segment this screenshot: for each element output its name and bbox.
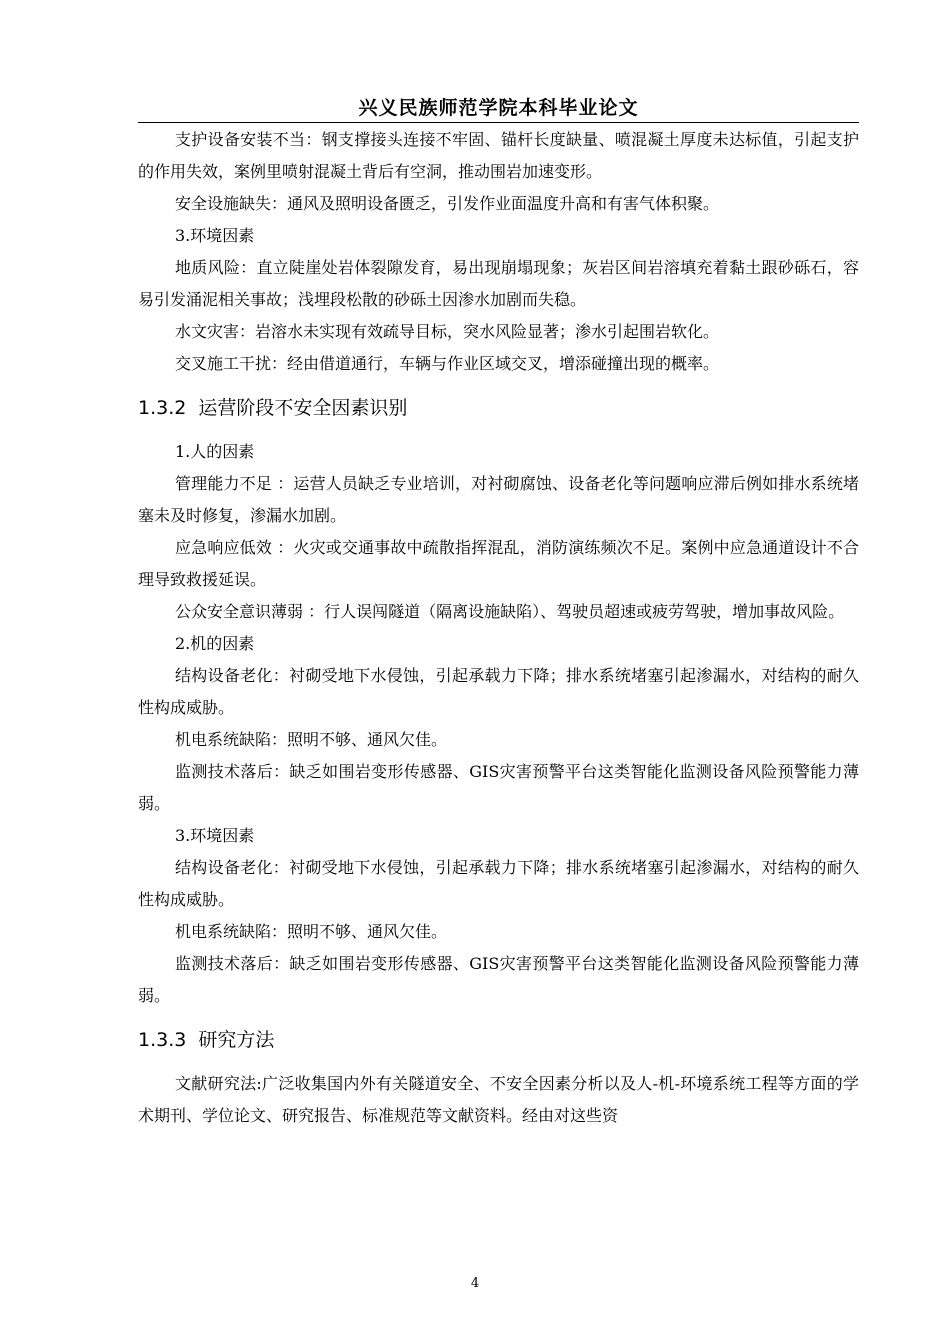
list-heading: 3.环境因素: [175, 226, 255, 245]
paragraph: 机电系统缺陷：照明不够、通风欠佳。: [175, 922, 448, 941]
section-title: 研究方法: [198, 1029, 275, 1051]
page-header-title: 兴义民族师范学院本科毕业论文: [358, 97, 639, 119]
list-heading: 2.机的因素: [175, 634, 255, 653]
paragraph: 应急响应低效 ：火灾或交通事故中疏散指挥混乱，消防演练频次不足。案例中应急通道设计不合理导致救援延误。: [138, 538, 859, 589]
paragraph: 支护设备安装不当：钢支撑接头连接不牢固、锚杆长度缺量、喷混凝土厚度未达标值，引起支护的作用失效，案例里喷射混凝土背后有空洞，推动围岩加速变形。: [138, 130, 859, 181]
paragraph: 公众安全意识薄弱 ：行人误闯隧道（隔离设施缺陷）、驾驶员超速或疲劳驾驶，增加事故风险。: [175, 602, 845, 621]
paragraph: 监测技术落后：缺乏如围岩变形传感器、GIS灾害预警平台这类智能化监测设备风险预警能力薄弱。: [138, 762, 859, 813]
header-divider: [138, 122, 859, 123]
paragraph: 管理能力不足 ：运营人员缺乏专业培训，对衬砌腐蚀、设备老化等问题响应滞后例如排水系统堵塞未及时修复，渗漏水加剧。: [138, 474, 859, 525]
list-heading: 1.人的因素: [175, 442, 255, 461]
section-heading-1-3-3: [138, 1024, 859, 1056]
section-heading-1-3-2: [138, 392, 859, 424]
paragraph: 监测技术落后：缺乏如围岩变形传感器、GIS灾害预警平台这类智能化监测设备风险预警能力薄弱。: [138, 954, 859, 1005]
paragraph: 安全设施缺失：通风及照明设备匮乏，引发作业面温度升高和有害气体积聚。: [175, 194, 720, 213]
page-number: 4: [470, 1276, 480, 1291]
paragraph: 交叉施工干扰：经由借道通行，车辆与作业区域交叉，增添碰撞出现的概率。: [175, 354, 720, 373]
section-number: 1.3.2: [138, 397, 187, 419]
paragraph: 文献研究法:广泛收集国内外有关隧道安全、不安全因素分析以及人-机-环境系统工程等方面的学术期刊、学位论文、研究报告、标准规范等文献资料。经由对这些资: [138, 1074, 859, 1125]
section-number: 1.3.3: [138, 1029, 187, 1051]
paragraph: 地质风险：直立陡崖处岩体裂隙发育，易出现崩塌现象；灰岩区间岩溶填充着黏土跟砂砾石，容易引发涌泥相关事故；浅埋段松散的砂砾土因渗水加剧而失稳。: [138, 258, 859, 309]
paragraph: 结构设备老化：衬砌受地下水侵蚀，引起承载力下降；排水系统堵塞引起渗漏水，对结构的耐久性构成威胁。: [138, 858, 859, 909]
paragraph: 机电系统缺陷：照明不够、通风欠佳。: [175, 730, 448, 749]
paragraph: 水文灾害：岩溶水未实现有效疏导目标，突水风险显著；渗水引起围岩软化。: [175, 322, 720, 341]
paragraph: 结构设备老化：衬砌受地下水侵蚀，引起承载力下降；排水系统堵塞引起渗漏水，对结构的耐久性构成威胁。: [138, 666, 859, 717]
section-title: 运营阶段不安全因素识别: [198, 397, 408, 419]
list-heading: 3.环境因素: [175, 826, 255, 845]
document-body: [138, 124, 859, 1132]
